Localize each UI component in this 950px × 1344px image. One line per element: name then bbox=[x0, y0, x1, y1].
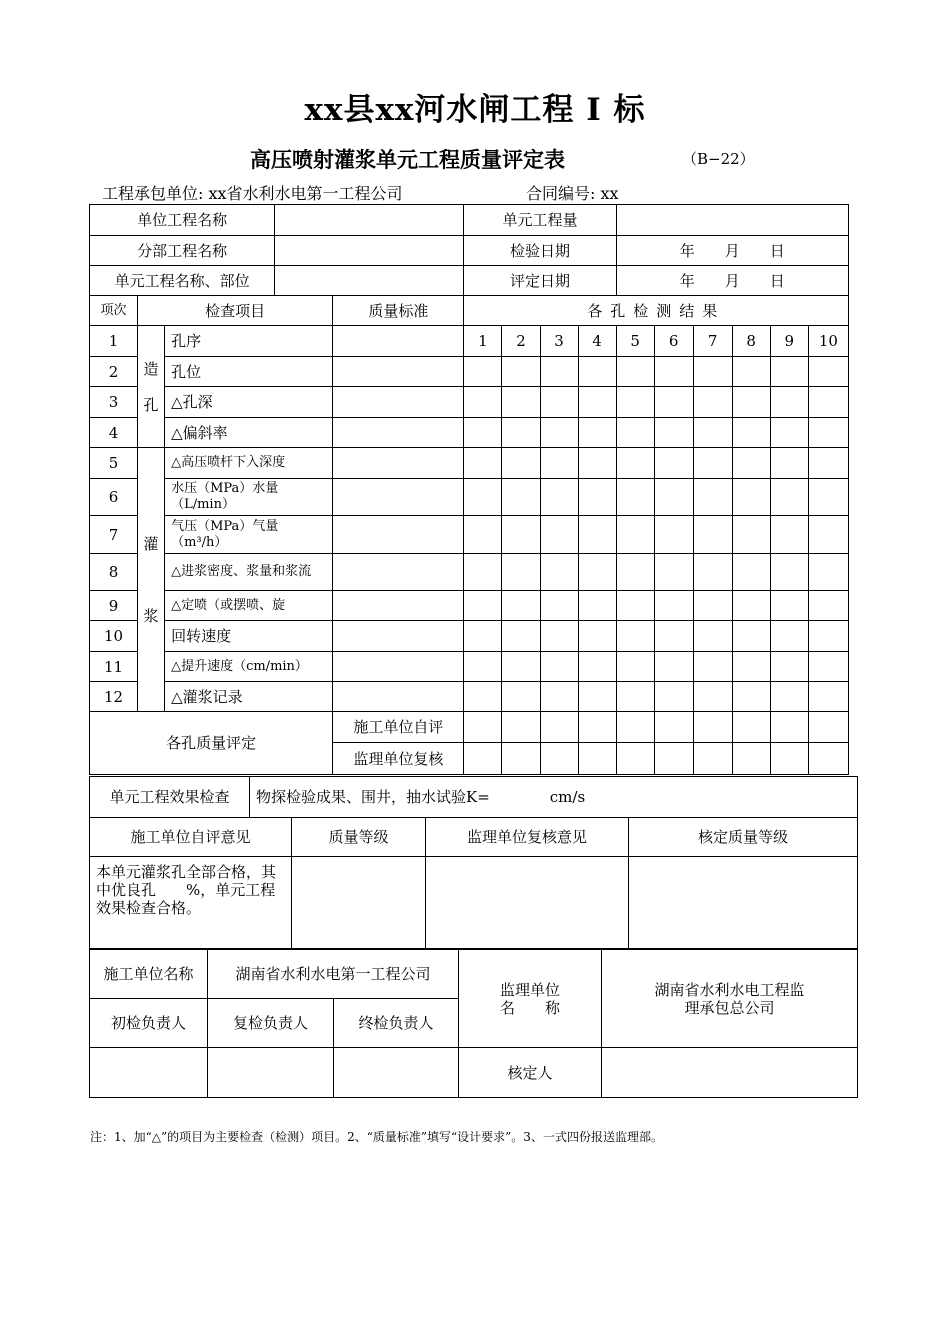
standard-cell[interactable] bbox=[333, 479, 464, 516]
unit-quantity-value[interactable] bbox=[616, 205, 848, 236]
result-cell[interactable] bbox=[578, 591, 616, 621]
self-opinion-header: 施工单位自评意见 bbox=[90, 818, 292, 857]
standard-cell[interactable] bbox=[333, 448, 464, 479]
standard-cell[interactable] bbox=[333, 516, 464, 554]
result-cell[interactable] bbox=[693, 357, 732, 387]
approved-grade-header: 核定质量等级 bbox=[629, 818, 858, 857]
opinion-table bbox=[89, 817, 858, 949]
category-drilling-char-2: 孔 bbox=[143, 395, 159, 414]
result-cell[interactable] bbox=[808, 357, 848, 387]
result-cell[interactable] bbox=[732, 387, 770, 418]
result-cell[interactable] bbox=[578, 712, 616, 743]
category-drilling-char-1: 造 bbox=[143, 359, 159, 378]
result-cell[interactable] bbox=[464, 516, 502, 554]
result-cell[interactable] bbox=[616, 479, 654, 516]
result-cell[interactable] bbox=[654, 554, 693, 591]
row-number: 11 bbox=[90, 652, 138, 682]
result-cell[interactable] bbox=[808, 387, 848, 418]
result-cell[interactable] bbox=[808, 448, 848, 479]
row-number: 12 bbox=[90, 682, 138, 712]
result-cell[interactable] bbox=[502, 682, 540, 712]
result-cell[interactable] bbox=[732, 591, 770, 621]
result-cell[interactable] bbox=[540, 479, 578, 516]
hole-number: 6 bbox=[654, 326, 693, 357]
item-label: 水压（MPa）水量（L/min） bbox=[165, 479, 333, 516]
result-cell[interactable] bbox=[808, 743, 848, 775]
result-cell[interactable] bbox=[540, 621, 578, 652]
result-cell[interactable] bbox=[502, 387, 540, 418]
result-cell[interactable] bbox=[654, 621, 693, 652]
result-cell[interactable] bbox=[464, 554, 502, 591]
result-cell[interactable] bbox=[693, 418, 732, 448]
result-cell[interactable] bbox=[540, 516, 578, 554]
result-cell[interactable] bbox=[502, 357, 540, 387]
result-cell[interactable] bbox=[808, 621, 848, 652]
result-cell[interactable] bbox=[732, 479, 770, 516]
result-cell[interactable] bbox=[693, 591, 732, 621]
result-cell[interactable] bbox=[502, 743, 540, 775]
standard-cell[interactable] bbox=[333, 591, 464, 621]
result-cell[interactable] bbox=[693, 516, 732, 554]
form-code: （B−22） bbox=[682, 150, 755, 168]
result-cell[interactable] bbox=[732, 554, 770, 591]
result-cell[interactable] bbox=[693, 479, 732, 516]
result-cell[interactable] bbox=[732, 682, 770, 712]
result-cell[interactable] bbox=[540, 712, 578, 743]
result-cell[interactable] bbox=[578, 554, 616, 591]
final-check-signature[interactable] bbox=[334, 1048, 459, 1098]
result-cell[interactable] bbox=[502, 516, 540, 554]
result-cell[interactable] bbox=[502, 712, 540, 743]
result-cell[interactable] bbox=[654, 448, 693, 479]
result-cell[interactable] bbox=[616, 591, 654, 621]
result-cell[interactable] bbox=[732, 516, 770, 554]
result-cell[interactable] bbox=[540, 448, 578, 479]
inspection-table bbox=[89, 204, 849, 775]
result-cell[interactable] bbox=[616, 448, 654, 479]
result-cell[interactable] bbox=[770, 418, 808, 448]
sub-project-name-label: 分部工程名称 bbox=[90, 236, 275, 266]
row-number: 10 bbox=[90, 621, 138, 652]
result-cell[interactable] bbox=[502, 652, 540, 682]
item-label: 孔序 bbox=[165, 326, 333, 357]
item-label: 回转速度 bbox=[165, 621, 333, 652]
result-cell[interactable] bbox=[808, 712, 848, 743]
result-cell[interactable] bbox=[693, 387, 732, 418]
category-grouting-char-2: 浆 bbox=[143, 606, 159, 625]
result-cell[interactable] bbox=[808, 479, 848, 516]
final-check-label: 终检负责人 bbox=[334, 999, 459, 1048]
row-number: 4 bbox=[90, 418, 138, 448]
supervisor-unit-label-text: 监理单位名 称 bbox=[500, 980, 561, 1017]
result-cell[interactable] bbox=[578, 652, 616, 682]
inspection-date-label: 检验日期 bbox=[464, 236, 616, 266]
result-cell[interactable] bbox=[732, 357, 770, 387]
item-label: 气压（MPa）气量（m³/h） bbox=[165, 516, 333, 554]
hole-number: 7 bbox=[693, 326, 732, 357]
contract-value: xx bbox=[600, 184, 619, 203]
result-cell[interactable] bbox=[693, 712, 732, 743]
result-cell[interactable] bbox=[770, 652, 808, 682]
standard-cell[interactable] bbox=[333, 326, 464, 357]
evaluation-date-value[interactable]: 年 月 日 bbox=[616, 266, 848, 296]
result-cell[interactable] bbox=[654, 479, 693, 516]
col-item-header: 检查项目 bbox=[138, 296, 333, 326]
result-cell[interactable] bbox=[654, 387, 693, 418]
result-cell[interactable] bbox=[808, 682, 848, 712]
result-cell[interactable] bbox=[654, 591, 693, 621]
row-number: 8 bbox=[90, 554, 138, 591]
document-title: xx县xx河水闸工程 Ⅰ 标 bbox=[304, 92, 646, 128]
constructor-name-value: 湖南省水利水电第一工程公司 bbox=[208, 950, 459, 999]
item-label: △高压喷杆下入深度 bbox=[165, 448, 333, 479]
standard-cell[interactable] bbox=[333, 387, 464, 418]
result-cell[interactable] bbox=[540, 387, 578, 418]
hole-number: 4 bbox=[578, 326, 616, 357]
row-number: 6 bbox=[90, 479, 138, 516]
result-cell[interactable] bbox=[770, 516, 808, 554]
result-cell[interactable] bbox=[693, 682, 732, 712]
result-cell[interactable] bbox=[732, 743, 770, 775]
hole-number: 5 bbox=[616, 326, 654, 357]
standard-cell[interactable] bbox=[333, 418, 464, 448]
signature-table bbox=[89, 949, 858, 1098]
result-cell[interactable] bbox=[578, 621, 616, 652]
result-cell[interactable] bbox=[616, 387, 654, 418]
result-cell[interactable] bbox=[540, 357, 578, 387]
result-cell[interactable] bbox=[616, 712, 654, 743]
result-cell[interactable] bbox=[770, 621, 808, 652]
contract-label: 合同编号: bbox=[526, 184, 596, 203]
result-cell[interactable] bbox=[616, 652, 654, 682]
result-cell[interactable] bbox=[616, 682, 654, 712]
result-cell[interactable] bbox=[616, 743, 654, 775]
contract-line bbox=[526, 181, 619, 204]
evaluation-date-label: 评定日期 bbox=[464, 266, 616, 296]
result-cell[interactable] bbox=[770, 682, 808, 712]
result-cell[interactable] bbox=[502, 554, 540, 591]
result-cell[interactable] bbox=[732, 448, 770, 479]
result-cell[interactable] bbox=[464, 712, 502, 743]
result-cell[interactable] bbox=[732, 418, 770, 448]
inspection-date-value[interactable]: 年 月 日 bbox=[616, 236, 848, 266]
first-check-signature[interactable] bbox=[90, 1048, 208, 1098]
result-cell[interactable] bbox=[808, 652, 848, 682]
hole-number: 2 bbox=[502, 326, 540, 357]
result-cell[interactable] bbox=[616, 516, 654, 554]
second-check-signature[interactable] bbox=[208, 1048, 334, 1098]
result-cell[interactable] bbox=[578, 357, 616, 387]
self-opinion-text[interactable]: 本单元灌浆孔全部合格，其中优良孔 %，单元工程效果检查合格。 bbox=[90, 857, 292, 949]
result-cell[interactable] bbox=[693, 448, 732, 479]
supervisor-unit-value bbox=[602, 950, 858, 1048]
category-grouting-char-1: 灌 bbox=[143, 534, 159, 553]
result-cell[interactable] bbox=[808, 516, 848, 554]
result-cell[interactable] bbox=[770, 554, 808, 591]
hole-number: 3 bbox=[540, 326, 578, 357]
effect-table bbox=[89, 776, 858, 818]
self-eval-label: 施工单位自评 bbox=[333, 712, 464, 743]
result-cell[interactable] bbox=[464, 621, 502, 652]
result-cell[interactable] bbox=[654, 652, 693, 682]
unit-quantity-label: 单元工程量 bbox=[464, 205, 616, 236]
result-cell[interactable] bbox=[654, 682, 693, 712]
row-number: 3 bbox=[90, 387, 138, 418]
first-check-label: 初检负责人 bbox=[90, 999, 208, 1048]
standard-cell[interactable] bbox=[333, 554, 464, 591]
effect-check-label: 单元工程效果检查 bbox=[90, 777, 250, 818]
result-cell[interactable] bbox=[732, 621, 770, 652]
result-cell[interactable] bbox=[540, 652, 578, 682]
approved-grade-value[interactable] bbox=[629, 857, 858, 949]
unit-project-name-label: 单位工程名称 bbox=[90, 205, 275, 236]
result-cell[interactable] bbox=[578, 418, 616, 448]
row-number: 1 bbox=[90, 326, 138, 357]
result-cell[interactable] bbox=[578, 682, 616, 712]
supervisor-review-label: 监理单位复核 bbox=[333, 743, 464, 775]
constructor-name-label: 施工单位名称 bbox=[90, 950, 208, 999]
result-cell[interactable] bbox=[464, 387, 502, 418]
result-cell[interactable] bbox=[654, 743, 693, 775]
contractor-value: xx省水利水电第一工程公司 bbox=[208, 184, 403, 203]
result-cell[interactable] bbox=[693, 743, 732, 775]
hole-number: 9 bbox=[770, 326, 808, 357]
hole-number: 10 bbox=[808, 326, 848, 357]
effect-check-value[interactable]: 物探检验成果、围井，抽水试验K= cm/s bbox=[250, 777, 858, 818]
result-cell[interactable] bbox=[732, 712, 770, 743]
item-label: 孔位 bbox=[165, 357, 333, 387]
result-cell[interactable] bbox=[540, 743, 578, 775]
quality-grade-header: 质量等级 bbox=[292, 818, 426, 857]
col-no-header: 项次 bbox=[90, 296, 138, 326]
element-name-value[interactable] bbox=[275, 266, 464, 296]
hole-number: 8 bbox=[732, 326, 770, 357]
item-label: △灌浆记录 bbox=[165, 682, 333, 712]
result-cell[interactable] bbox=[770, 387, 808, 418]
standard-cell[interactable] bbox=[333, 621, 464, 652]
supervisor-opinion-header: 监理单位复核意见 bbox=[426, 818, 629, 857]
result-cell[interactable] bbox=[808, 591, 848, 621]
result-cell[interactable] bbox=[464, 479, 502, 516]
element-name-label: 单元工程名称、部位 bbox=[90, 266, 275, 296]
supervisor-unit-label bbox=[459, 950, 602, 1048]
result-cell[interactable] bbox=[540, 554, 578, 591]
contractor-label: 工程承包单位: bbox=[102, 184, 204, 203]
second-check-label: 复检负责人 bbox=[208, 999, 334, 1048]
item-label: △定喷（或摆喷、旋 bbox=[165, 591, 333, 621]
contractor-line bbox=[102, 181, 403, 204]
result-cell[interactable] bbox=[693, 652, 732, 682]
item-label: △进浆密度、浆量和浆流 bbox=[165, 554, 333, 591]
standard-cell[interactable] bbox=[333, 652, 464, 682]
result-cell[interactable] bbox=[502, 591, 540, 621]
result-cell[interactable] bbox=[540, 418, 578, 448]
category-drilling bbox=[138, 326, 165, 448]
result-cell[interactable] bbox=[770, 712, 808, 743]
result-cell[interactable] bbox=[616, 418, 654, 448]
hole-number: 1 bbox=[464, 326, 502, 357]
category-grouting bbox=[138, 448, 165, 712]
item-label: △提升速度（cm/min） bbox=[165, 652, 333, 682]
row-number: 9 bbox=[90, 591, 138, 621]
result-cell[interactable] bbox=[732, 652, 770, 682]
result-cell[interactable] bbox=[808, 554, 848, 591]
result-cell[interactable] bbox=[464, 448, 502, 479]
result-cell[interactable] bbox=[654, 357, 693, 387]
col-results-header: 各孔检测结果 bbox=[464, 296, 849, 326]
result-cell[interactable] bbox=[578, 516, 616, 554]
result-cell[interactable] bbox=[502, 479, 540, 516]
row-number: 7 bbox=[90, 516, 138, 554]
result-cell[interactable] bbox=[616, 554, 654, 591]
result-cell[interactable] bbox=[616, 357, 654, 387]
result-cell[interactable] bbox=[540, 591, 578, 621]
standard-cell[interactable] bbox=[333, 357, 464, 387]
result-cell[interactable] bbox=[540, 682, 578, 712]
result-cell[interactable] bbox=[770, 479, 808, 516]
result-cell[interactable] bbox=[808, 418, 848, 448]
supervisor-opinion-value[interactable] bbox=[426, 857, 629, 949]
hole-quality-label: 各孔质量评定 bbox=[90, 712, 333, 775]
approver-label: 核定人 bbox=[459, 1048, 602, 1098]
result-cell[interactable] bbox=[770, 743, 808, 775]
result-cell[interactable] bbox=[770, 448, 808, 479]
result-cell[interactable] bbox=[502, 418, 540, 448]
result-cell[interactable] bbox=[464, 418, 502, 448]
col-standard-header: 质量标准 bbox=[333, 296, 464, 326]
standard-cell[interactable] bbox=[333, 682, 464, 712]
form-title: 高压喷射灌浆单元工程质量评定表 bbox=[250, 147, 565, 172]
result-cell[interactable] bbox=[578, 479, 616, 516]
result-cell[interactable] bbox=[654, 516, 693, 554]
row-number: 2 bbox=[90, 357, 138, 387]
row-number: 5 bbox=[90, 448, 138, 479]
result-cell[interactable] bbox=[464, 591, 502, 621]
result-cell[interactable] bbox=[502, 621, 540, 652]
result-cell[interactable] bbox=[654, 712, 693, 743]
result-cell[interactable] bbox=[616, 621, 654, 652]
supervisor-unit-value-text: 湖南省水利水电工程监理承包总公司 bbox=[654, 980, 805, 1017]
result-cell[interactable] bbox=[502, 448, 540, 479]
result-cell[interactable] bbox=[770, 591, 808, 621]
result-cell[interactable] bbox=[578, 448, 616, 479]
result-cell[interactable] bbox=[464, 652, 502, 682]
footnote: 注：1、加“△”的项目为主要检查（检测）项目。2、“质量标准”填写“设计要求”。3、一式四份报送监理部。 bbox=[90, 1130, 663, 1144]
result-cell[interactable] bbox=[693, 554, 732, 591]
sub-project-name-value[interactable] bbox=[275, 236, 464, 266]
result-cell[interactable] bbox=[654, 418, 693, 448]
result-cell[interactable] bbox=[693, 621, 732, 652]
approver-signature[interactable] bbox=[602, 1048, 858, 1098]
result-cell[interactable] bbox=[578, 743, 616, 775]
item-label: △偏斜率 bbox=[165, 418, 333, 448]
quality-grade-value[interactable] bbox=[292, 857, 426, 949]
result-cell[interactable] bbox=[464, 357, 502, 387]
result-cell[interactable] bbox=[464, 682, 502, 712]
result-cell[interactable] bbox=[464, 743, 502, 775]
unit-project-name-value[interactable] bbox=[275, 205, 464, 236]
result-cell[interactable] bbox=[578, 387, 616, 418]
item-label: △孔深 bbox=[165, 387, 333, 418]
result-cell[interactable] bbox=[770, 357, 808, 387]
